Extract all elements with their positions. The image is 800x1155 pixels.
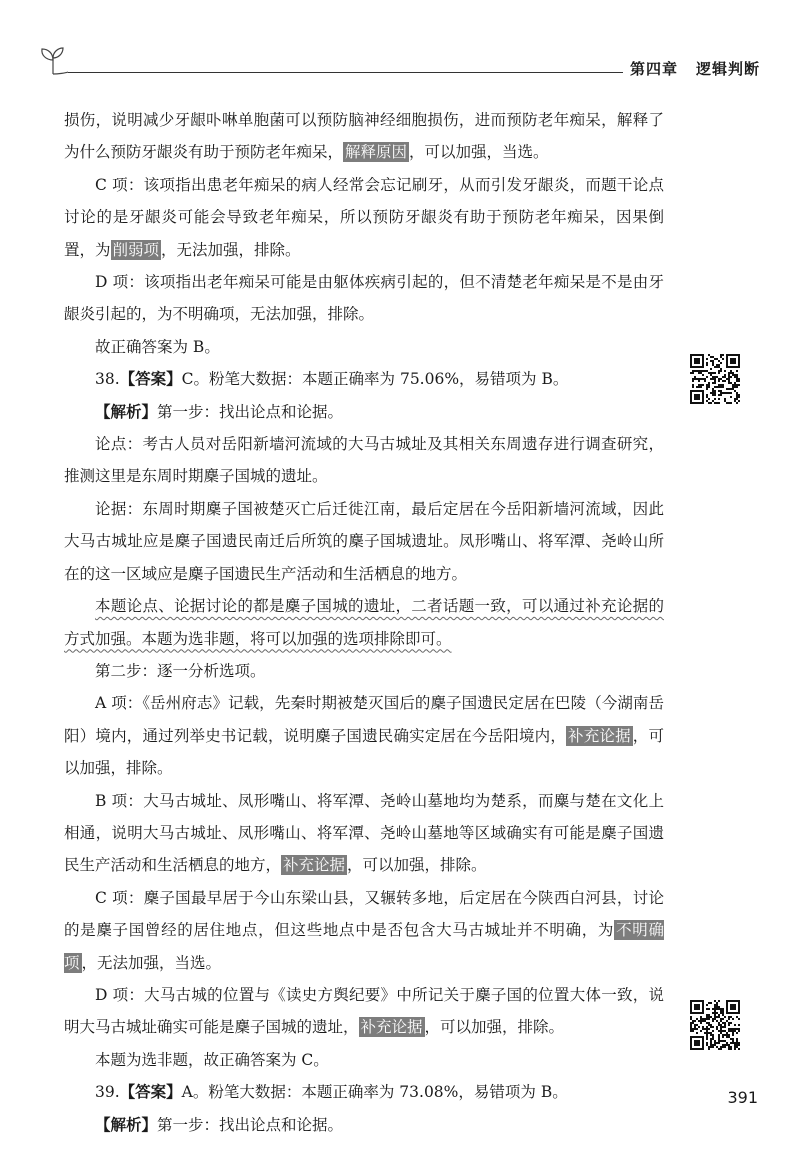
text: D 项：大马古城的位置与《读史方舆纪要》中所记关于麇子国的位置大体一致，说明大马古城址确实可能是麇子国城的遗址， <box>64 985 664 1037</box>
paragraph <box>64 169 664 266</box>
option-a <box>64 687 664 784</box>
qr-code-icon[interactable] <box>690 1000 740 1050</box>
paragraph: 论点：考古人员对岳阳新墙河流域的大马古城址及其相关东周遗存进行调查研究，推测这里是东周时期麇子国城的遗址。 <box>64 435 664 486</box>
text: ，可以加强，排除。 <box>64 726 664 778</box>
leaf-icon <box>38 44 68 76</box>
text: ，无法加强，当选。 <box>81 953 222 972</box>
answer-text: C。粉笔大数据：本题正确率为 75.06%，易错项为 B。 <box>181 370 569 389</box>
text: C 项：麇子国最早居于今山东梁山县，又辗转多地，后定居在今陕西白河县，讨论的是麇子国曾经的居住地点，但这些地点中是否包含大马古城址并不明确，为 <box>64 888 664 940</box>
highlight-tag: 补充论据 <box>360 1018 423 1037</box>
answer-label: 【答案】 <box>119 369 182 389</box>
analysis-38 <box>64 396 664 428</box>
page-header <box>38 44 760 80</box>
page-number: 391 <box>727 1088 758 1107</box>
option-b <box>64 785 664 882</box>
page-content <box>64 104 664 1141</box>
chapter-name: 逻辑判断 <box>695 60 760 78</box>
analysis-label: 【解析】 <box>95 1114 158 1134</box>
analysis-39 <box>64 1109 664 1141</box>
question-number: 38. <box>95 370 120 389</box>
highlight-tag: 补充论据 <box>283 856 346 875</box>
highlight-tag: 解释原因 <box>345 143 408 162</box>
highlight-tag: 不明确项 <box>64 921 664 972</box>
paragraph: 第二步：逐一分析选项。 <box>95 661 266 680</box>
paragraph: D 项：该项指出老年痴呆可能是由躯体疾病引起的，但不清楚老年痴呆是不是由牙龈炎引起的，为不明确项，无法加强，排除。 <box>64 273 664 324</box>
paragraph: 本题为选非题，故正确答案为 C。 <box>95 1050 329 1069</box>
header-rule <box>68 72 623 73</box>
answer-38 <box>64 363 664 395</box>
qr-code-icon[interactable] <box>690 354 740 404</box>
answer-text: A。粉笔大数据：本题正确率为 73.08%，易错项为 B。 <box>181 1083 568 1102</box>
paragraph: 论据：东周时期麇子国被楚灭亡后迁徙江南，最后定居在今岳阳新墙河流域，因此大马古城址应是麇子国遗民南迁后所筑的麇子国城遗址。凤形嘴山、将军潭、尧岭山所在的这一区域应是麇子国遗民生产活动和生活栖息的地方。 <box>64 499 664 583</box>
option-d <box>64 979 664 1044</box>
chapter-number: 第四章 <box>629 60 678 78</box>
paragraph <box>64 104 664 169</box>
chapter-title <box>630 58 760 79</box>
paragraph-note <box>64 590 664 655</box>
paragraph: 故正确答案为 B。 <box>95 337 220 356</box>
answer-label: 【答案】 <box>119 1082 182 1102</box>
highlight-tag: 补充论据 <box>568 726 631 745</box>
text: ，可以加强，当选。 <box>409 143 549 162</box>
analysis-label: 【解析】 <box>95 401 158 421</box>
question-number: 39. <box>95 1083 120 1102</box>
answer-39 <box>64 1076 664 1108</box>
text: 损伤，说明减少牙龈卟啉单胞菌可以预防脑神经细胞损伤，进而预防老年痴呆，解释了为什么预防牙龈炎有助于预防老年痴呆， <box>64 111 664 162</box>
text: ，无法加强，排除。 <box>161 240 301 259</box>
text: A 项：《岳州府志》记载，先秦时期被楚灭国后的麇子国遗民定居在巴陵（今湖南岳阳）境内，通过列举史书记载，说明麇子国遗民确实定居在今岳阳境内， <box>64 694 664 745</box>
text: B 项：大马古城址、凤形嘴山、将军潭、尧岭山墓地均为楚系，而麋与楚在文化上相通，说明大马古城址、凤形嘴山、将军潭、尧岭山墓地等区域确实有可能是麇子国遗民生产活动和生活栖息的地方， <box>64 791 664 875</box>
analysis-text: 第一步：找出论点和论据。 <box>157 1115 344 1134</box>
text: ，可以加强，排除。 <box>424 1018 565 1037</box>
text: ，可以加强，排除。 <box>347 856 487 875</box>
highlight-tag: 削弱项 <box>112 240 160 259</box>
wavy-underlined-text: 本题论点、论据讨论的都是麇子国城的遗址，二者话题一致，可以通过补充论据的方式加强。本题为选非题，将可以加强的选项排除即可。 <box>64 597 664 648</box>
analysis-text: 第一步：找出论点和论据。 <box>157 402 344 421</box>
text: C 项：该项指出患老年痴呆的病人经常会忘记刷牙，从而引发牙龈炎，而题干论点讨论的是牙龈炎可能会导致老年痴呆，所以预防牙龈炎有助于预防老年痴呆，因果倒置，为 <box>64 175 664 259</box>
option-c <box>64 882 664 979</box>
